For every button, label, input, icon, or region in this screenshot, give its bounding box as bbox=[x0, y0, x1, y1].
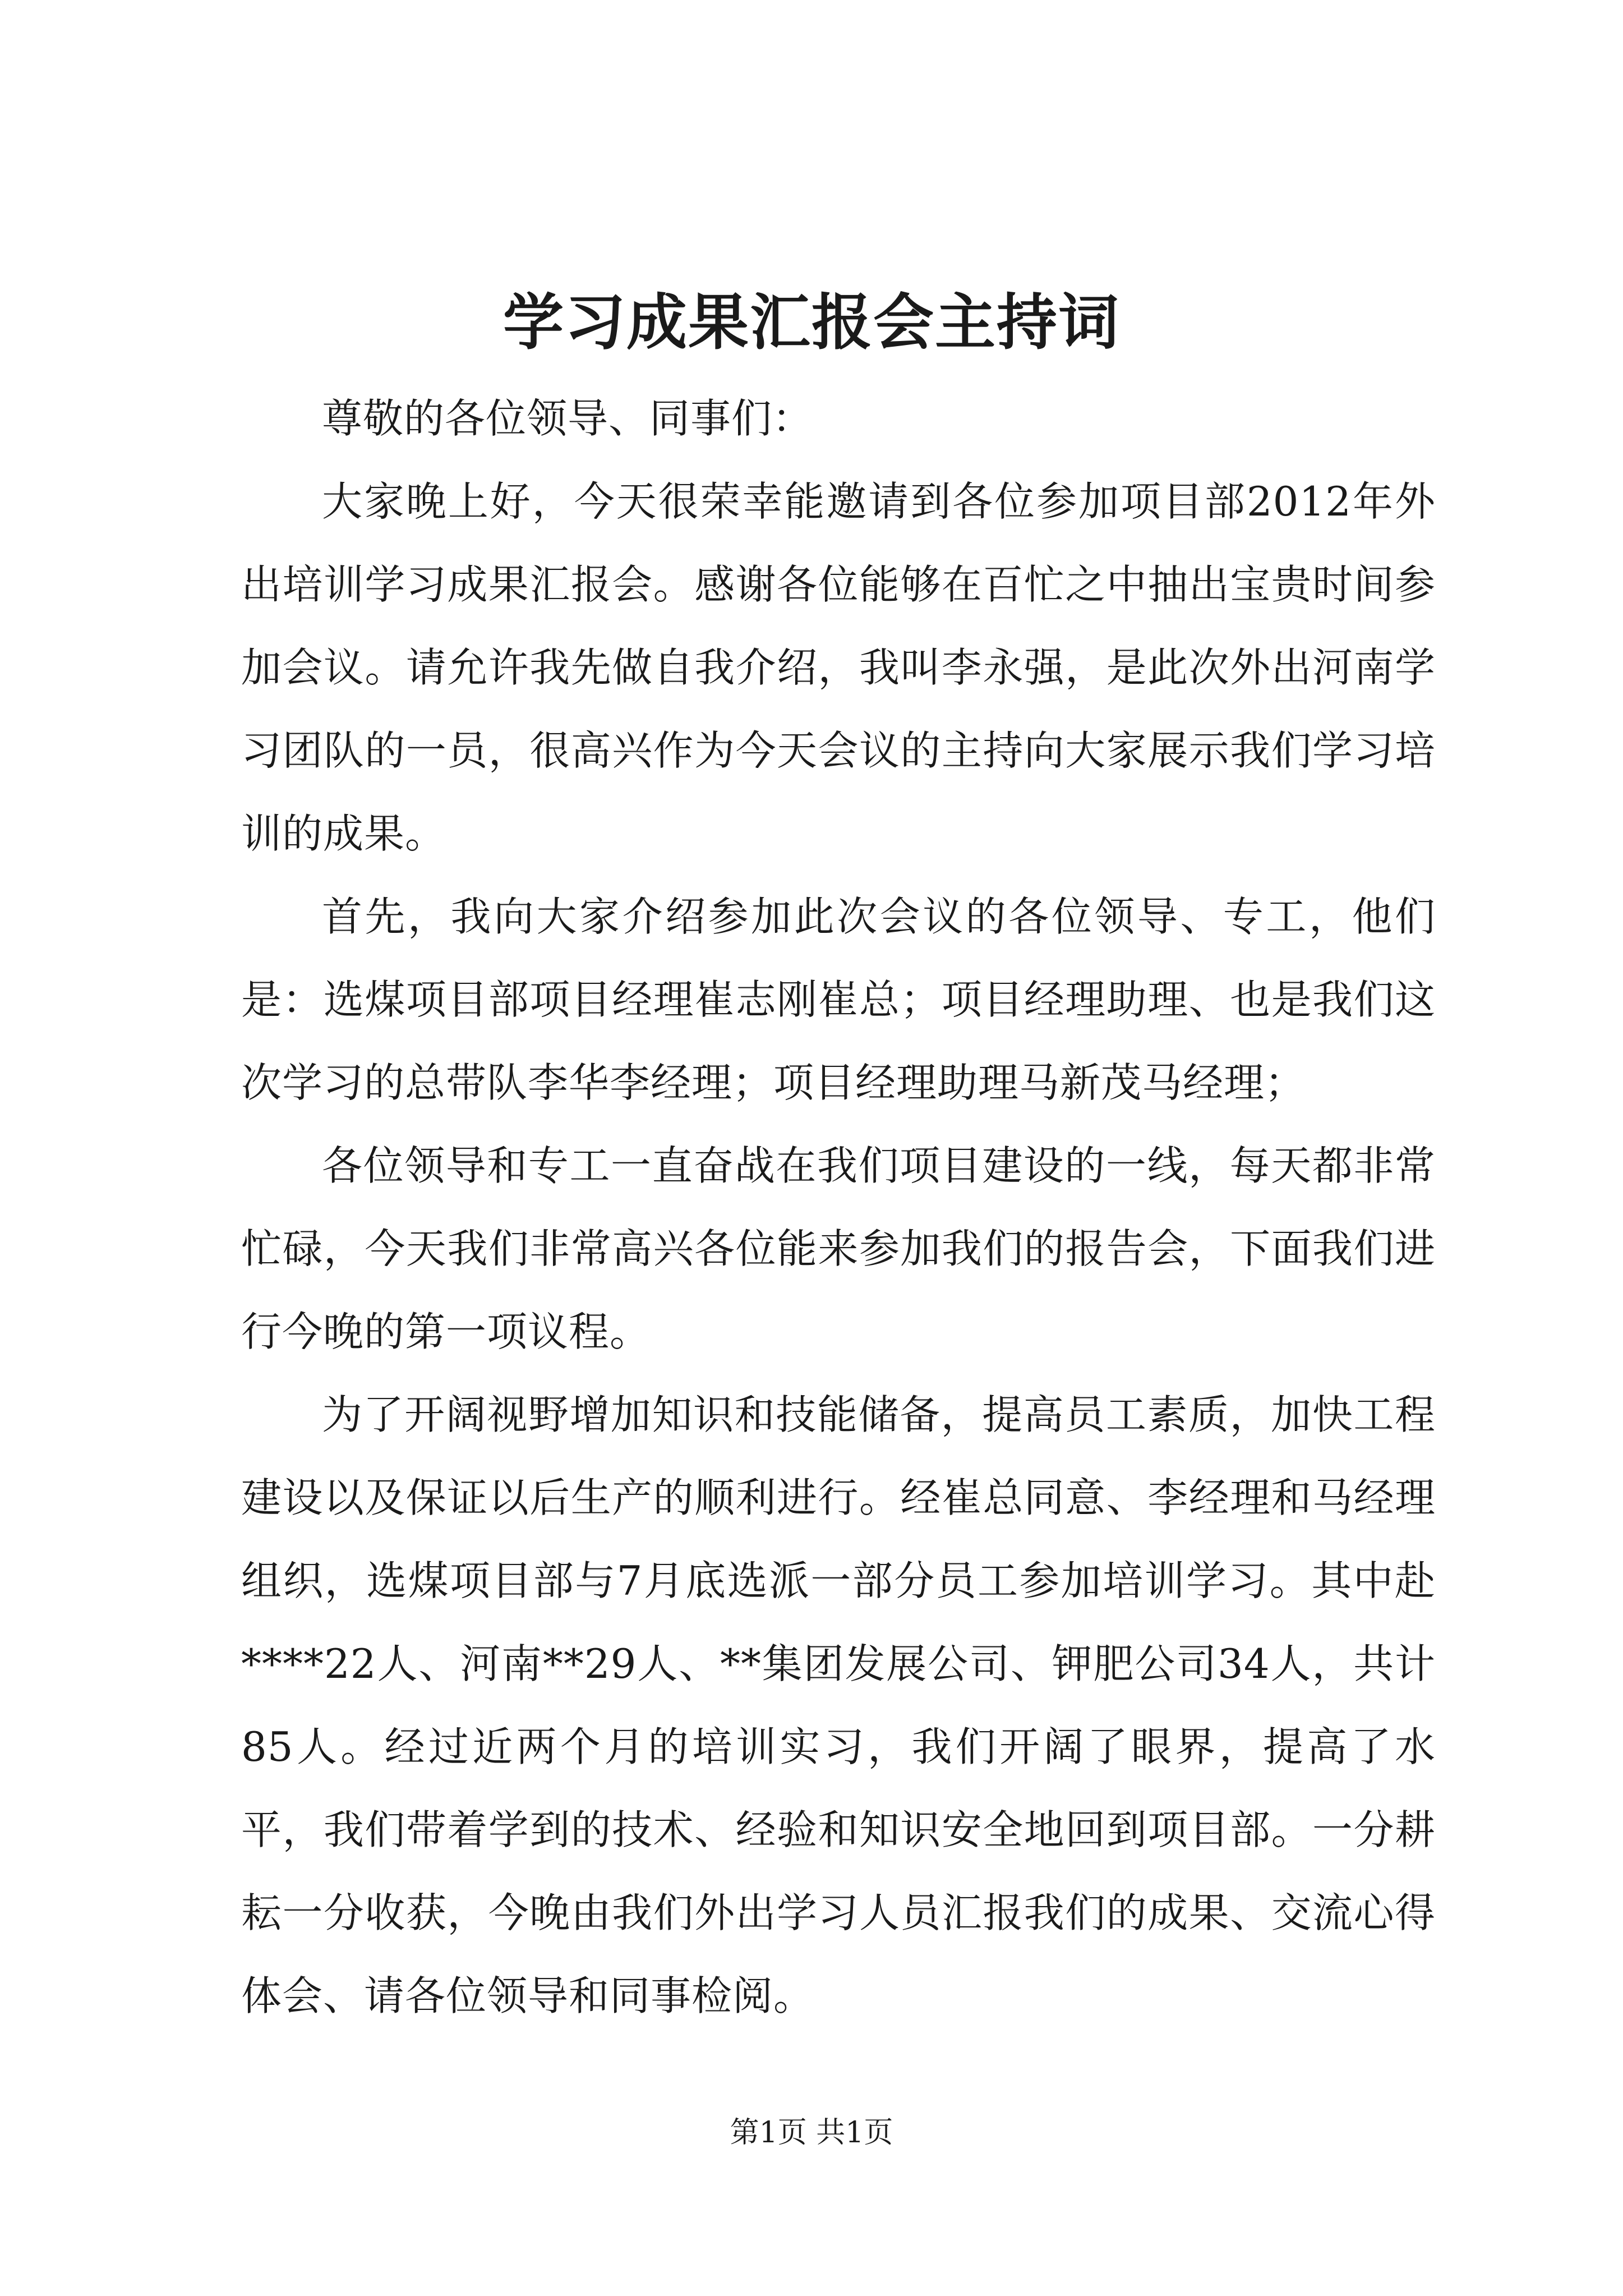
salutation: 尊敬的各位领导、同事们： bbox=[322, 395, 814, 442]
document-title: 学习成果汇报会主持词 bbox=[502, 287, 1120, 358]
paragraph-training-summary: 为了开阔视野增加知识和技能储备，提高员工素质，加快工程建设以及保证以后生产的顺利进行。经崔总同意、李经理和马经理组织，选煤项目部与7月底选派一部分员工参加培训学习。其中赴****22人、河南**29人、**集团发展公司、钾肥公司34人，共计85人。经过近两个月的培训实习，我们开阔了眼界，提高了水平，我们带着学到的技术、经验和知识安全地回到项目部。一分耕耘一分收获，今晚由我们外出学习人员汇报我们的成果、交流心得体会、请各位领导和同事检阅。 bbox=[241, 1391, 1436, 2019]
page-footer: 第1页 共1页 bbox=[730, 2116, 893, 2150]
paragraph-introductions: 首先，我向大家介绍参加此次会议的各位领导、专工，他们是：选煤项目部项目经理崔志刚崔总；项目经理助理、也是我们这次学习的总带队李华李经理；项目经理助理马新茂马经理； bbox=[241, 893, 1436, 1106]
document-body bbox=[241, 377, 1436, 2037]
paragraph-agenda: 各位领导和专工一直奋战在我们项目建设的一线，每天都非常忙碌，今天我们非常高兴各位能来参加我们的报告会，下面我们进行今晚的第一项议程。 bbox=[241, 1142, 1436, 1355]
paragraph-welcome: 大家晚上好，今天很荣幸能邀请到各位参加项目部2012年外出培训学习成果汇报会。感谢各位能够在百忙之中抽出宝贵时间参加会议。请允许我先做自我介绍，我叫李永强，是此次外出河南学习团队的一员，很高兴作为今天会议的主持向大家展示我们学习培训的成果。 bbox=[241, 478, 1436, 857]
